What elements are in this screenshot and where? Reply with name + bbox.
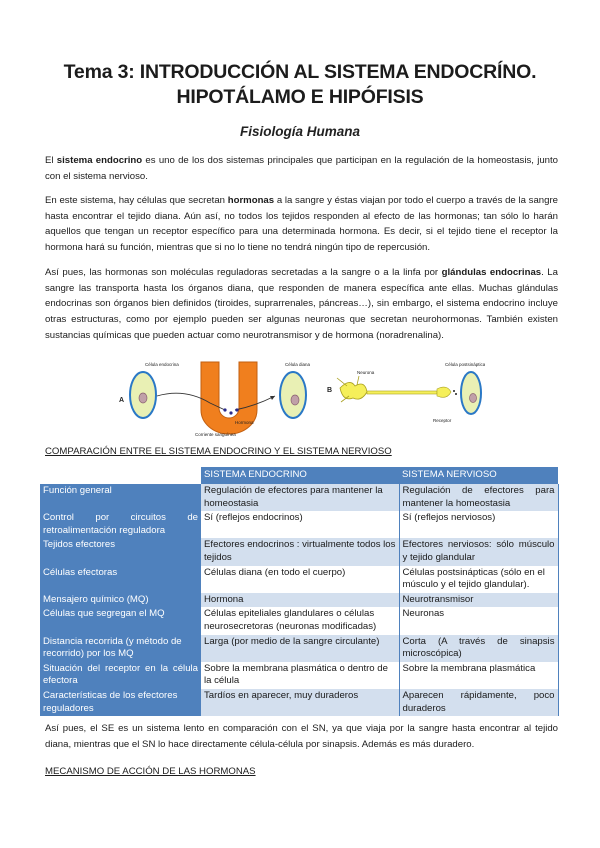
cell-endocrino: Larga (por medio de la sangre circulante) (201, 635, 399, 662)
table-row (40, 538, 558, 565)
axon-terminal (437, 387, 451, 397)
cell-endocrino: Sí (reflejos endocrinos) (201, 511, 399, 538)
bold-term: sistema endocrino (56, 155, 143, 166)
postsynaptic-cell (461, 372, 481, 414)
text-span: En este sistema, hay células que secretan (45, 195, 228, 206)
cell-endocrino: Células epiteliales glandulares o células neurosecretoras (neuronas modificadas) (201, 607, 399, 634)
paragraph-hormonas (45, 193, 558, 256)
table-header-nervioso: SISTEMA NERVIOSO (399, 467, 558, 484)
hormone-dot (223, 408, 226, 411)
heading-mecanismo: MECANISMO DE ACCIÓN DE LAS HORMONAS (45, 766, 256, 777)
label-neurona: Neurona (357, 370, 375, 375)
cell-nervioso: Aparecen rápidamente, poco duraderos (399, 689, 558, 716)
title-line-2: HIPOTÁLAMO E HIPÓFISIS (176, 86, 424, 108)
table-header-endocrino: SISTEMA ENDOCRINO (201, 467, 399, 484)
text-span: Así pues, las hormonas son moléculas reguladoras secretadas a la sangre o a la linfa por (45, 267, 442, 278)
cell-nervioso: Corta (A través de sinapsis microscópica) (399, 635, 558, 662)
neurotransmitter-dot (455, 393, 457, 395)
postsynaptic-nucleus (470, 394, 477, 403)
heading-comparacion: COMPARACIÓN ENTRE EL SISTEMA ENDOCRINO Y EL SISTEMA NERVIOSO (45, 446, 392, 457)
row-label: Mensajero químico (MQ) (40, 593, 201, 608)
label-a: A (119, 397, 125, 404)
bold-term: glándulas endocrinas (441, 267, 542, 278)
document-subtitle: Fisiología Humana (239, 124, 361, 139)
cell-nervioso: Regulación de efectores para mantener la homeostasia (399, 484, 558, 511)
endocrine-vs-nervous-figure (115, 358, 485, 440)
cell-endocrino: Sobre la membrana plasmática o dentro de la célula (201, 662, 399, 689)
paragraph-conclusion: Así pues, el SE es un sistema lento en comparación con el SN, ya que viaja por la sangre hasta encontrar al tejido diana, mientras que el SN lo hace directamente célula-célula por sinapsis. Además es más duradero. (45, 723, 558, 750)
cell-nervioso: Neuronas (399, 607, 558, 634)
table-row (40, 635, 558, 662)
table-header-row (40, 467, 558, 484)
axon (367, 391, 437, 394)
endocrine-cell-nucleus (139, 393, 147, 403)
table-row (40, 484, 558, 511)
row-label: Distancia recorrida (y método de recorrido) por los MQ (40, 635, 201, 662)
label-celula-endocrina: Célula endocrina (145, 362, 179, 367)
label-b: B (327, 387, 333, 394)
cell-nervioso: Sobre la membrana plasmática (399, 662, 558, 689)
row-label: Células efectoras (40, 566, 201, 593)
label-celula-diana: Célula diana (285, 362, 311, 367)
text-span: a la sangre y éstas viajan por todo el cuerpo a través de la sangre hasta encontrar el tejido diana. Aún así, no todos los tejidos responden al efecto de las hormonas; tan sólo lo harán aquellos que tengan un receptor específico para una determinada hormona. Es decir, si el tejido tiene el receptor la hormona hará su función, mientras que si no lo tiene no tendrá ningún tipo de repercusión. (45, 195, 558, 254)
cell-nervioso: Células postsinápticas (sólo en el músculo y el tejido glandular). (399, 566, 558, 593)
label-celula-postsinaptica: Célula postsináptica (445, 362, 485, 367)
text-span: . La sangre las transporta hasta los órganos diana, que responden de manera específica ante ellas. Muchas glándulas endocrinas son órganos bien definidos (tiroides, suprarrenales, páncreas…), sin embargo, el sistema endocrino incluye otras estructuras, como por ejemplo pueden ser algunas neuronas que secretan neurohormonas. También existen sustancias químicas que pueden actuar como neurotransmisor y de hormona (noradrenalina). (45, 267, 558, 341)
comparison-table (40, 467, 559, 716)
cell-nervioso: Neurotransmisor (399, 593, 558, 608)
table-row (40, 662, 558, 689)
label-receptor: Receptor (433, 418, 452, 423)
row-label: Función general (40, 484, 201, 511)
cell-endocrino: Regulación de efectores para mantener la homeostasia (201, 484, 399, 511)
target-cell (280, 372, 306, 418)
cell-nervioso: Efectores nerviosos: sólo músculo y tejido glandular (399, 538, 558, 565)
row-label: Situación del receptor en la célula efectora (40, 662, 201, 689)
target-cell-nucleus (291, 395, 299, 405)
table-header-empty (40, 467, 201, 484)
neurotransmitter-dot (453, 390, 455, 392)
document-title (40, 60, 560, 110)
cell-endocrino: Células diana (en todo el cuerpo) (201, 566, 399, 593)
table-row (40, 607, 558, 634)
label-corriente-sanguinea: Corriente sanguínea (195, 432, 236, 437)
paragraph-glandulas (45, 265, 558, 344)
label-hormona: Hormona (235, 420, 254, 425)
table-row (40, 511, 558, 538)
paragraph-intro (45, 153, 558, 184)
table-row (40, 566, 558, 593)
title-line-1: Tema 3: INTRODUCCIÓN AL SISTEMA ENDOCRÍNO. (63, 61, 537, 83)
text-span: es uno de los dos sistemas principales que participan en la regulación de la homeostasis, junto con el sistema nervioso. (45, 155, 558, 182)
text-span: El (45, 155, 57, 166)
row-label: Características de los efectores reguladores (40, 689, 201, 716)
cell-endocrino: Hormona (201, 593, 399, 608)
neuron-body (340, 382, 367, 399)
row-label: Tejidos efectores (40, 538, 201, 565)
cell-nervioso: Sí (reflejos nerviosos) (399, 511, 558, 538)
hormone-dot (229, 411, 232, 414)
hormone-dot (235, 408, 238, 411)
table-row (40, 593, 558, 608)
table-row (40, 689, 558, 716)
cell-endocrino: Tardíos en aparecer, muy duraderos (201, 689, 399, 716)
bold-term: hormonas (227, 195, 275, 206)
row-label: Células que segregan el MQ (40, 607, 201, 634)
row-label: Control por circuitos de retroalimentación reguladora (40, 511, 201, 538)
cell-endocrino: Efectores endocrinos : virtualmente todos los tejidos (201, 538, 399, 565)
